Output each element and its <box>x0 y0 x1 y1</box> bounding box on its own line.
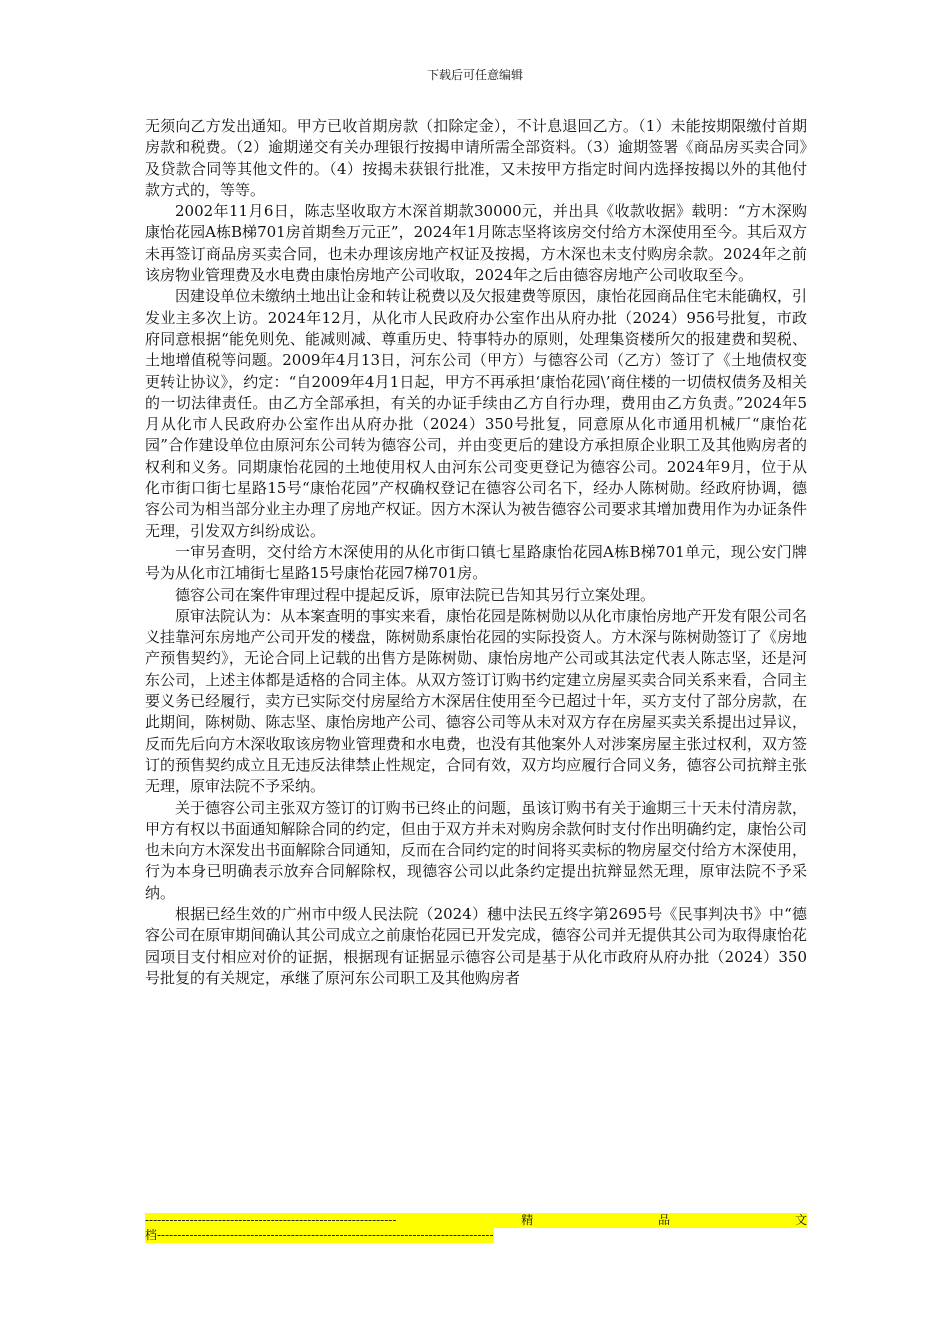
footer-char: 品 <box>658 1213 671 1227</box>
footer-line-2: 档----------------------------------------------------------------------------------- <box>145 1228 494 1242</box>
paragraph: 2002年11月6日，陈志坚收取方木深首期款30000元，并出具《收款收据》载明：“方木深购康怡花园A栋B梯701房首期叁万元正”，2024年1月陈志坚将该房交付给方木深使用至今。其后双方未再签订商品房买卖合同，也未办理该房地产权证及按揭，方木深也未支付购房余款。2024年之前该房物业管理费及水电费由康怡房地产公司收取，2024年之后由德容房地产公司收取至今。 <box>145 202 807 285</box>
paragraph: 根据已经生效的广州市中级人民法院（2024）穗中法民五终字第2695号《民事判决书》中“德容公司在原审期间确认其公司成立之前康怡花园已开发完成，德容公司并无提供其公司为取得康怡花园项目支付相应对价的证据，根据现有证据显示德容公司是基于从化市政府从府办批（2024）350号批复的有关规定，承继了原河东公司职工及其他购房者 <box>145 904 807 987</box>
paragraph: 原审法院认为：从本案查明的事实来看，康怡花园是陈树勋以从化市康怡房地产开发有限公司名义挂靠河东房地产公司开发的楼盘，陈树勋系康怡花园的实际投资人。方木深与陈树勋签订了《房地产预售契约》，无论合同上记载的出售方是陈树勋、康怡房地产公司或其法定代表人陈志坚，还是河东公司，上述主体都是适格的合同主体。从双方签订订购书约定建立房屋买卖合同关系来看，合同主要义务已经履行，卖方已实际交付房屋给方木深居住使用至今已超过十年，买方支付了部分房款，在此期间，陈树勋、陈志坚、康怡房地产公司、德容公司等从未对双方存在房屋买卖关系提出过异议，反而先后向方木深收取该房物业管理费和水电费，也没有其他案外人对涉案房屋主张过权利，双方签订的预售契约成立且无违反法律禁止性规定，合同有效，双方均应履行合同义务，德容公司抗辩主张无理，原审法院不予采纳。 <box>145 606 807 796</box>
page-footer <box>145 1213 807 1247</box>
footer-char: 文 <box>794 1213 807 1227</box>
page-header <box>0 66 950 83</box>
paragraph: 德容公司在案件审理过程中提起反诉，原审法院已告知其另行立案处理。 <box>175 585 656 604</box>
footer-dashes: -------------------------------------------------------------- <box>145 1213 397 1227</box>
footer-line-1 <box>145 1213 807 1228</box>
document-body <box>145 116 807 989</box>
paragraph: 无须向乙方发出通知。甲方已收首期房款（扣除定金），不计息退回乙方。（1）未能按期限缴付首期房款和税费。（2）逾期递交有关办理银行按揭申请所需全部资料。（3）逾期签署《商品房买卖合同》及贷款合同等其他文件的。（4）按揭未获银行批准，又未按甲方指定时间内选择按揭以外的其他付款方式的，等等。 <box>145 117 807 199</box>
paragraph: 一审另查明，交付给方木深使用的从化市街口镇七星路康怡花园A栋B梯701单元，现公安门牌号为从化市江埔街七星路15号康怡花园7梯701房。 <box>145 542 807 583</box>
paragraph: 因建设单位未缴纳土地出让金和转让税费以及欠报建费等原因，康怡花园商品住宅未能确权，引发业主多次上访。2024年12月，从化市人民政府办公室作出从府办批（2024）956号批复，市政府同意根据“能免则免、能减则减、尊重历史、特事特办的原则，处理集资楼所欠的报建费和契税、土地增值税等问题。2009年4月13日，河东公司（甲方）与德容公司（乙方）签订了《土地债权变更转让协议》，约定：“自2009年4月1日起，甲方不再承担‘康怡花园\’商住楼的一切债权债务及相关的一切法律责任。由乙方全部承担，有关的办证手续由乙方自行办理，费用由乙方负责。”2024年5月从化市人民政府办公室作出从府办批（2024）350号批复，同意原从化市通用机械厂“康怡花园”合作建设单位由原河东公司转为德容公司，并由变更后的建设方承担原企业职工及其他购房者的权利和义务。同期康怡花园的土地使用权人由河东公司变更登记为德容公司。2024年9月，位于从化市街口街七星路15号“康怡花园”产权确权登记在德容公司名下，经办人陈树勋。经政府协调，德容公司为相当部分业主办理了房地产权证。因方木深认为被告德容公司要求其增加费用作为办证条件无理，引发双方纠纷成讼。 <box>145 287 807 540</box>
header-text: 下载后可任意编辑 <box>426 68 523 82</box>
footer-char: 精 <box>521 1213 534 1227</box>
paragraph: 关于德容公司主张双方签订的订购书已终止的问题，虽该订购书有关于逾期三十天未付清房款，甲方有权以书面通知解除合同的约定，但由于双方并未对购房余款何时支付作出明确约定，康怡公司也未向方木深发出书面解除合同通知，反而在合同约定的时间将买卖标的物房屋交付给方木深使用，行为本身已明确表示放弃合同解除权，现德容公司以此条约定提出抗辩显然无理，原审法院不予采纳。 <box>145 798 807 902</box>
